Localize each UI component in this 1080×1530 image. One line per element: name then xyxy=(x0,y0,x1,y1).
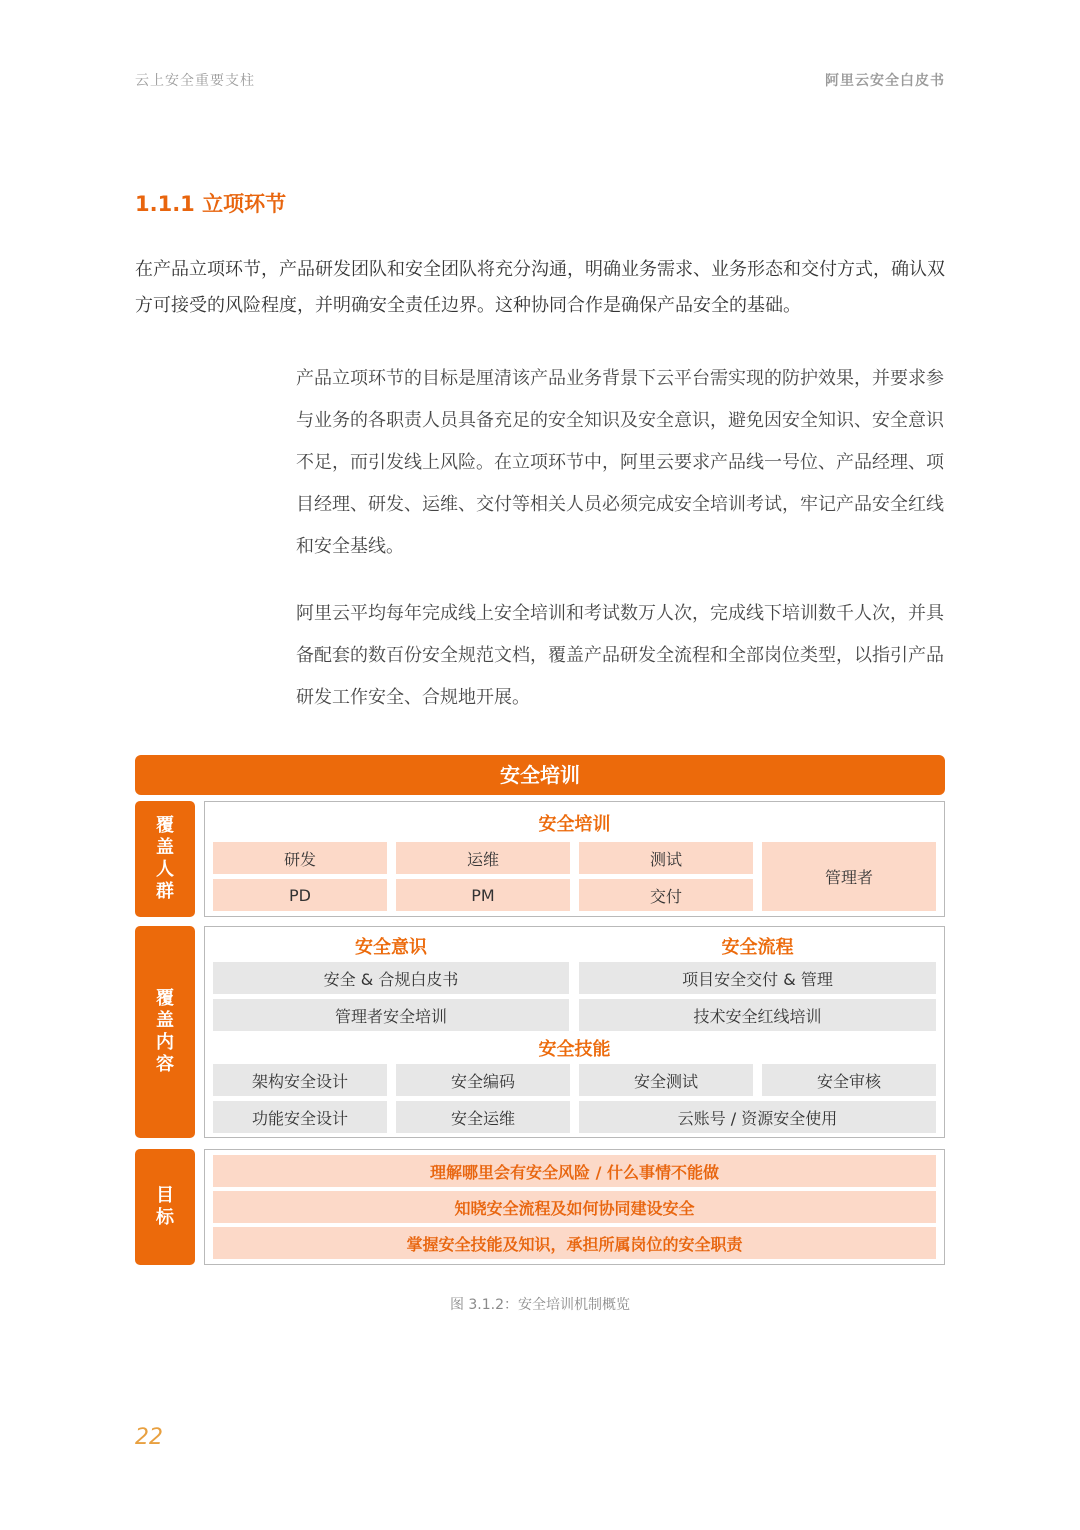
goal-item-risk: 理解哪里会有安全风险 / 什么事情不能做 xyxy=(213,1155,936,1187)
training-figure xyxy=(135,755,945,1254)
audience-cell-manager: 管理者 xyxy=(762,842,936,911)
audience-box xyxy=(204,801,945,917)
content-label: 覆盖内容 xyxy=(135,926,195,1138)
figure-caption: 图 3.1.2：安全培训机制概览 xyxy=(449,1297,631,1313)
awareness-item-whitepaper: 安全 & 合规白皮书 xyxy=(213,962,569,994)
figure-title-bar: 安全培训 xyxy=(135,755,945,795)
audience-cell-test: 测试 xyxy=(579,842,753,874)
page-number: 22 xyxy=(135,1425,163,1450)
goal-item-process: 知晓安全流程及如何协同建设安全 xyxy=(213,1191,936,1223)
skills-title: 安全技能 xyxy=(538,1039,611,1060)
audience-cell-ops: 运维 xyxy=(396,842,570,874)
goal-box xyxy=(204,1149,945,1265)
awareness-item-manager-training: 管理者安全培训 xyxy=(213,999,569,1031)
body-paragraph-2: 阿里云平均每年完成线上安全培训和考试数万人次，完成线下培训数千人次，并具备配套的数百份安全规范文档，覆盖产品研发全流程和全部岗位类型，以指引产品研发工作安全、合规地开展。 xyxy=(296,603,944,708)
audience-title: 安全培训 xyxy=(538,814,611,835)
goal-item-skills: 掌握安全技能及知识，承担所属岗位的安全职责 xyxy=(213,1227,936,1259)
audience-cell-rd: 研发 xyxy=(213,842,387,874)
audience-cell-pd: PD xyxy=(213,879,387,911)
skills-item-review: 安全审核 xyxy=(762,1064,936,1096)
process-item-redline: 技术安全红线培训 xyxy=(579,999,936,1031)
audience-band xyxy=(135,801,945,917)
process-title: 安全流程 xyxy=(721,937,794,958)
audience-cell-pm: PM xyxy=(396,879,570,911)
running-header-right: 阿里云安全白皮书 xyxy=(825,73,945,89)
content-box xyxy=(204,926,945,1138)
skills-item-function: 功能安全设计 xyxy=(213,1101,387,1133)
intro-paragraph: 在产品立项环节，产品研发团队和安全团队将充分沟通，明确业务需求、业务形态和交付方式，确认双方可接受的风险程度，并明确安全责任边界。这种协同合作是确保产品安全的基础。 xyxy=(135,259,945,316)
audience-label: 覆盖人群 xyxy=(135,801,195,917)
skills-item-coding: 安全编码 xyxy=(396,1064,570,1096)
skills-item-testing: 安全测试 xyxy=(579,1064,753,1096)
body-paragraph-1: 产品立项环节的目标是厘清该产品业务背景下云平台需实现的防护效果，并要求参与业务的各职责人员具备充足的安全知识及安全意识，避免因安全知识、安全意识不足，而引发线上风险。在立项环节中，阿里云要求产品线一号位、产品经理、项目经理、研发、运维、交付等相关人员必须完成安全培训考试，牢记产品安全红线和安全基线。 xyxy=(296,368,944,557)
goal-label: 目标 xyxy=(135,1149,195,1265)
skills-item-cloud-account: 云账号 / 资源安全使用 xyxy=(579,1101,936,1133)
section-title: 1.1.1 立项环节 xyxy=(135,192,287,216)
skills-item-ops: 安全运维 xyxy=(396,1101,570,1133)
running-header-left: 云上安全重要支柱 xyxy=(135,73,255,89)
awareness-title: 安全意识 xyxy=(355,937,427,958)
goal-band xyxy=(135,1149,945,1265)
skills-item-architecture: 架构安全设计 xyxy=(213,1064,387,1096)
audience-cell-delivery: 交付 xyxy=(579,879,753,911)
process-item-delivery: 项目安全交付 & 管理 xyxy=(579,962,936,994)
content-band xyxy=(135,926,945,1138)
